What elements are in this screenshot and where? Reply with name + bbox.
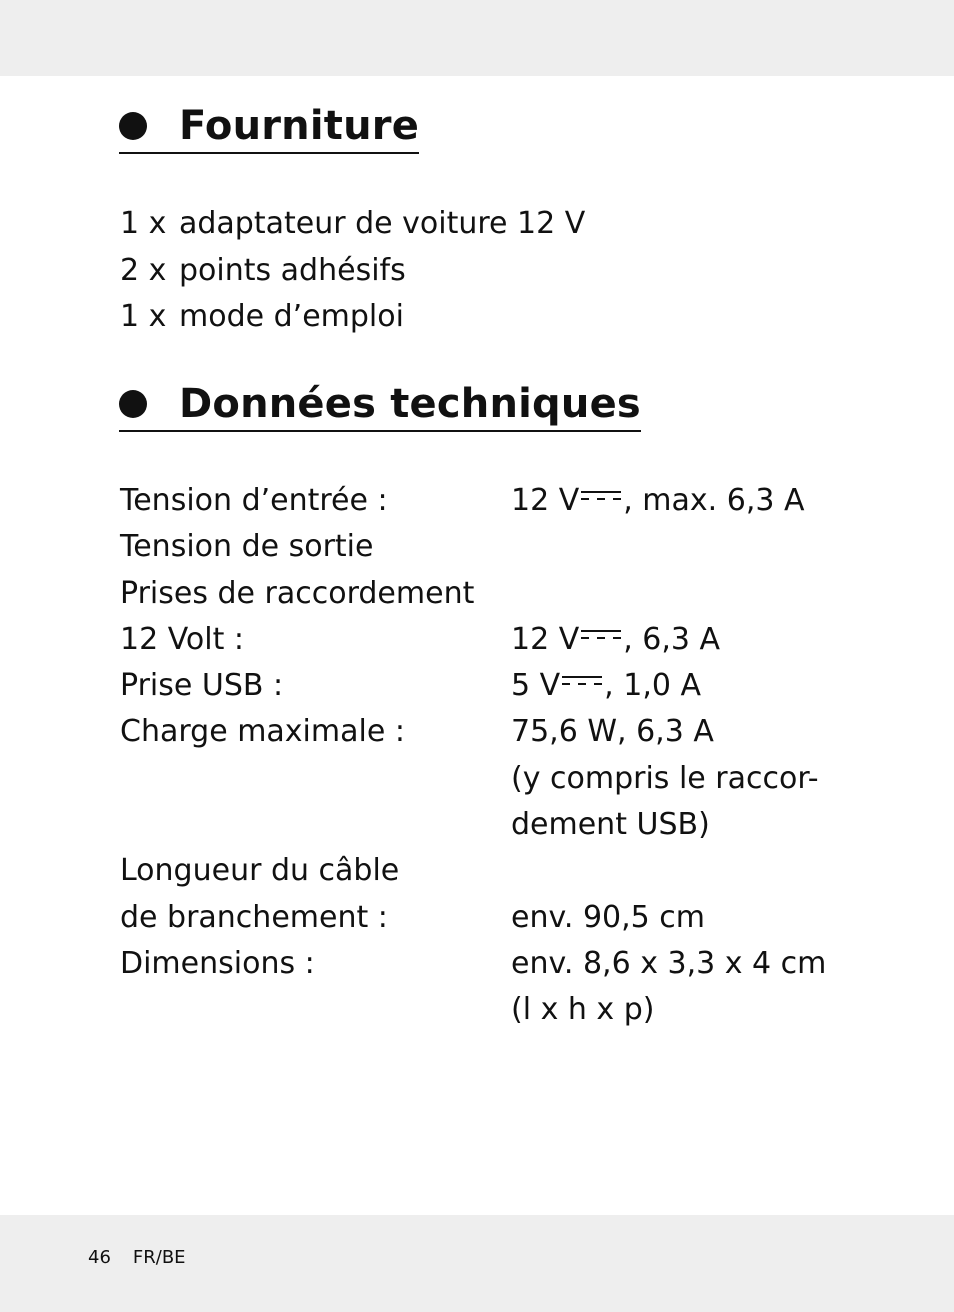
spec-row-connection-sockets [120,571,826,617]
supply-list [120,201,585,341]
spec-label: Tension de sortie [120,529,374,565]
spec-row-dimensions-note [120,987,826,1033]
list-item [120,248,585,295]
dc-symbol-icon [581,488,621,506]
heading-supply [119,104,419,154]
spec-value [511,663,701,709]
spec-label: Prises de raccordement [120,575,475,611]
spec-label: Dimensions : [120,945,315,981]
item-label: points adhésifs [179,252,406,288]
spec-row-output-voltage [120,524,826,570]
spec-row-max-load-note-1 [120,756,826,802]
page-number: 46 [88,1247,111,1268]
spec-label-empty [120,756,511,802]
locale-label: FR/BE [132,1247,186,1268]
spec-value: 75,6 W, 6,3 A [511,714,714,750]
spec-value-prefix: 5 V [511,668,561,704]
spec-row-usb-socket [120,663,826,709]
bullet-icon [119,390,147,418]
item-quantity: 1 x [120,299,167,334]
heading-specs-text: Données techniques [179,381,641,427]
spec-label: Prise USB : [120,668,284,704]
spec-value: env. 8,6 x 3,3 x 4 cm [511,945,827,981]
spec-row-12-volt [120,617,826,663]
spec-label-empty [120,802,511,848]
item-label: mode d’emploi [179,299,404,334]
dc-symbol-icon [581,627,621,645]
spec-row-cable-length-2 [120,895,826,941]
spec-label: 12 Volt : [120,621,244,657]
page-footer [88,1247,186,1268]
heading-supply-text: Fourniture [179,103,420,149]
spec-value [511,617,720,663]
spec-value: env. 90,5 cm [511,899,706,935]
spec-note: dement USB) [511,807,710,843]
spec-table [120,478,826,1034]
spec-label: Longueur du câble [120,853,400,889]
spec-value-suffix: , 6,3 A [623,621,721,657]
top-band [0,0,954,76]
spec-label: de branchement : [120,899,388,935]
item-label: adaptateur de voiture 12 V [179,206,586,241]
spec-label-empty [120,987,511,1033]
spec-value-suffix: , max. 6,3 A [623,483,805,518]
spec-row-input-voltage [120,478,826,524]
list-item [120,201,585,248]
spec-value-prefix: 12 V [511,621,580,657]
spec-note: (l x h x p) [511,992,655,1028]
spec-value [511,478,805,524]
spec-row-max-load-note-2 [120,802,826,848]
spec-row-dimensions [120,941,826,987]
spec-label: Tension d’entrée : [120,483,388,518]
spec-row-max-load [120,709,826,755]
dc-symbol-icon [562,673,602,691]
list-item [120,294,585,341]
spec-row-cable-length-1 [120,848,826,894]
item-quantity: 2 x [120,252,167,288]
heading-specs [119,382,641,432]
spec-value-prefix: 12 V [511,483,580,518]
bullet-icon [119,112,147,140]
spec-value-suffix: , 1,0 A [604,668,701,704]
spec-label: Charge maximale : [120,714,405,750]
item-quantity: 1 x [120,206,167,241]
spec-note: (y compris le raccor- [511,760,819,796]
